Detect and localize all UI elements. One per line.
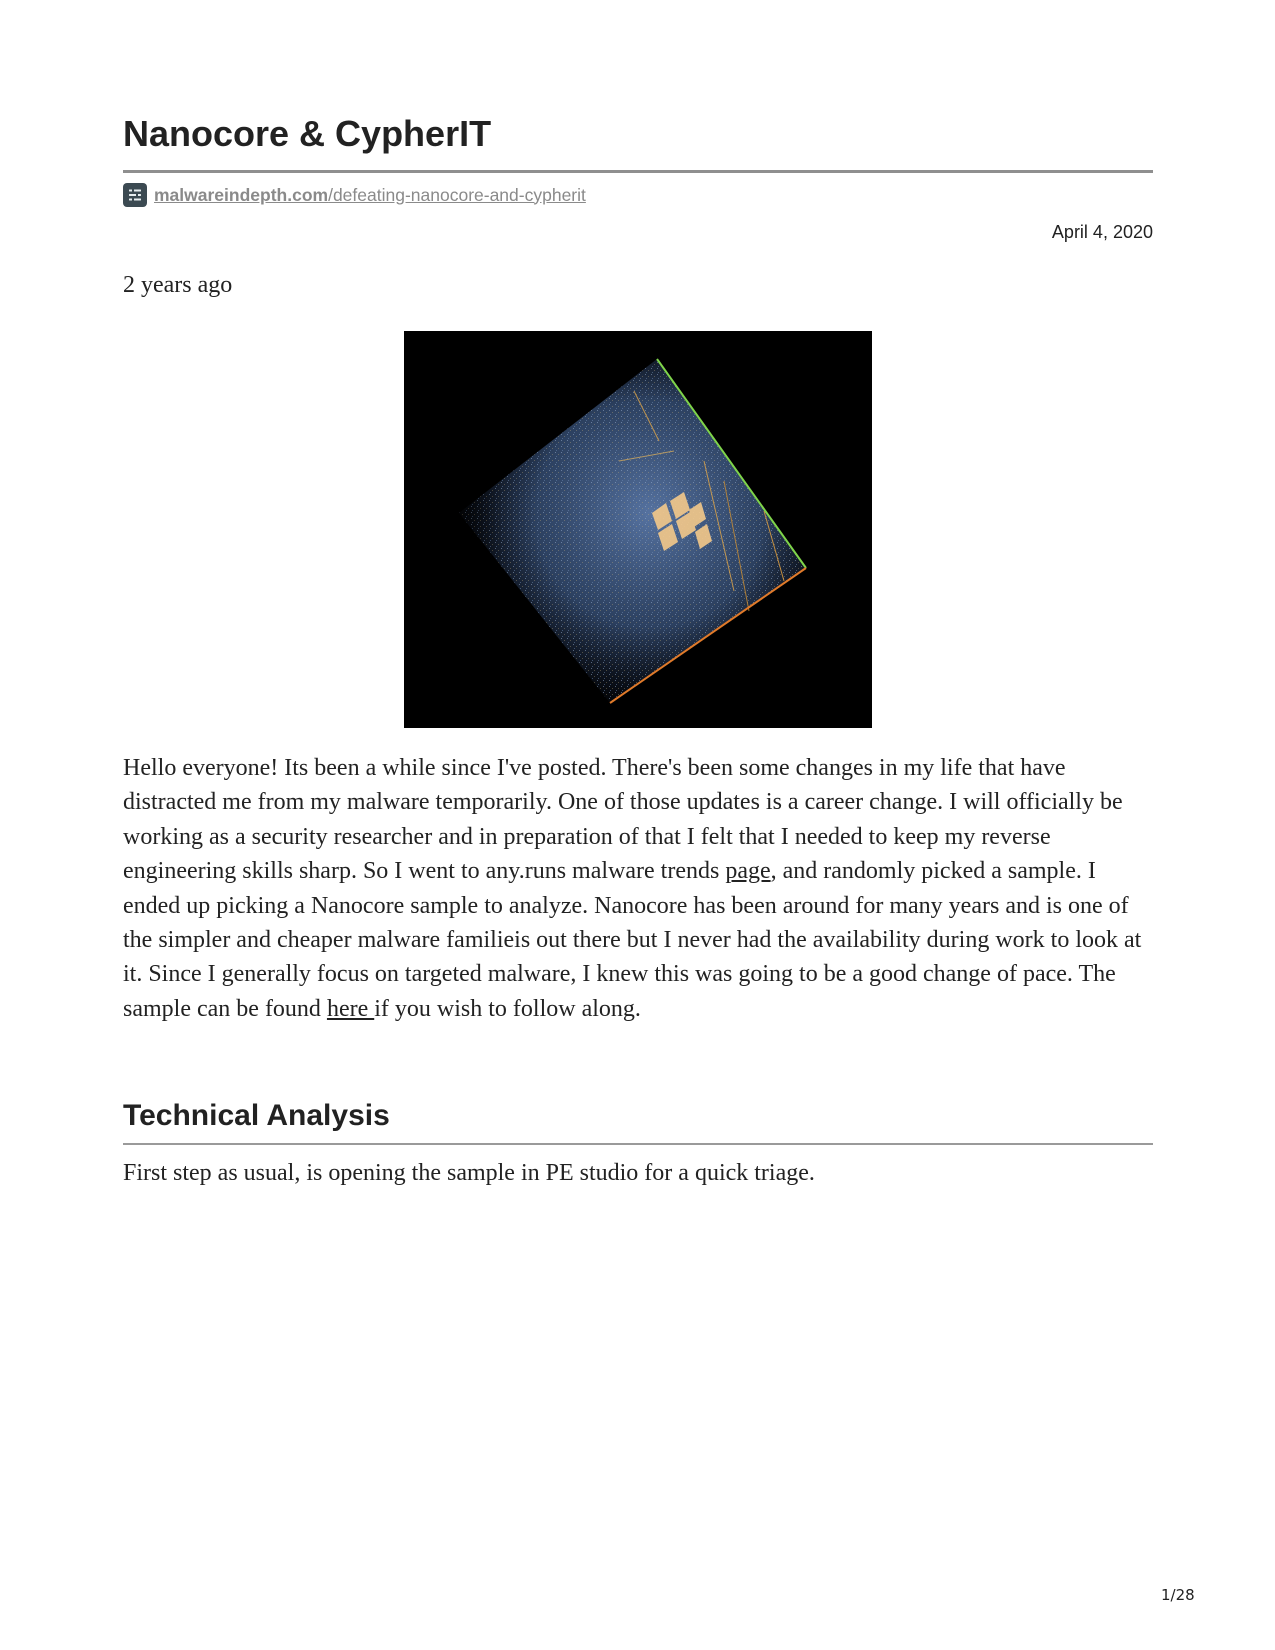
- trends-page-link[interactable]: page: [725, 858, 771, 885]
- intro-paragraph: [123, 751, 1153, 1026]
- section-divider: [123, 1143, 1153, 1145]
- intro-text-1: Hello everyone! Its been a while since I've posted. There's been some changes in my life that have distracted me from my malware temporarily. One of those updates is a career change. I will officially be working as a security researcher and in preparation of that I felt that I needed to keep my reverse engineering skills sharp. So I went to any.runs malware trends: [123, 755, 1123, 885]
- source-url-link[interactable]: [154, 185, 586, 206]
- section-heading: Technical Analysis: [123, 1099, 390, 1132]
- source-path: /defeating-nanocore-and-cypherit: [328, 184, 586, 205]
- page-number: 1/28: [1161, 1586, 1195, 1604]
- source-domain: malwareindepth.com: [154, 184, 329, 205]
- binary-visualization-image: [404, 331, 872, 728]
- sample-link[interactable]: here: [326, 995, 375, 1022]
- relative-time: 2 years ago: [123, 272, 233, 298]
- article-title: Nanocore & CypherIT: [123, 113, 492, 154]
- site-favicon-icon: [123, 183, 147, 207]
- title-divider: [123, 170, 1153, 173]
- intro-text-2: , and randomly picked a sample. I ended up picking a Nanocore sample to analyze. Nanocore has been around for many years and is one of the simpler and cheaper malware familieis out there but I never had the availability during work to look at it. Since I generally focus on targeted malware, I knew this was going to be a good change of pace. The sample can be found: [123, 858, 1142, 1022]
- section-paragraph: First step as usual, is opening the sample in PE studio for a quick triage.: [123, 1160, 815, 1186]
- intro-text-3: if you wish to follow along.: [374, 995, 641, 1022]
- publish-date: April 4, 2020: [1051, 222, 1153, 242]
- source-line: [123, 183, 586, 207]
- hero-image: [404, 331, 872, 728]
